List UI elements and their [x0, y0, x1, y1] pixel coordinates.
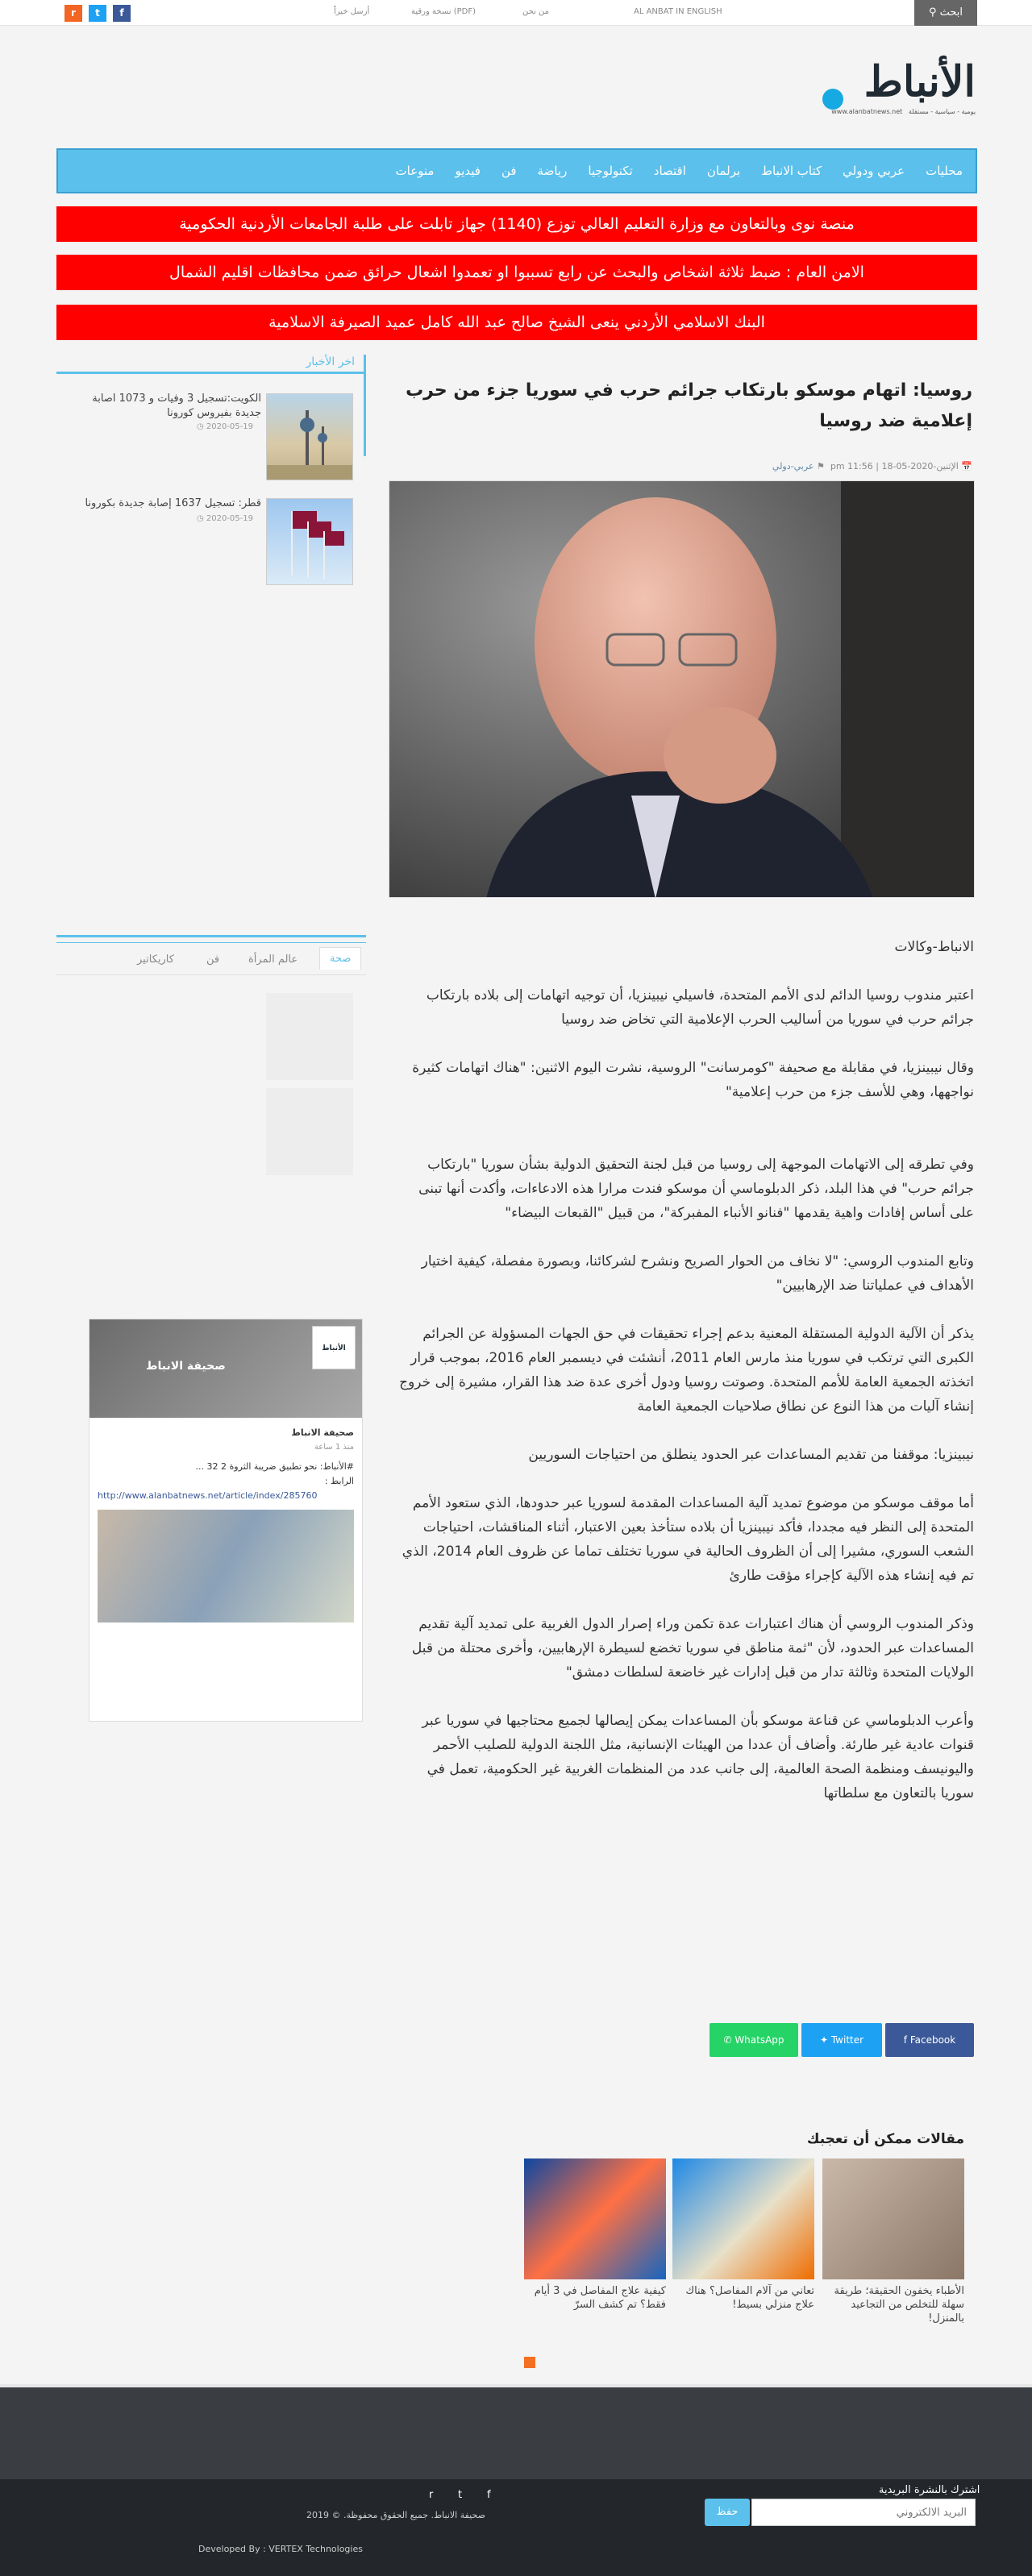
tab-women[interactable]: عالم المرأة: [248, 954, 298, 966]
latest-news-accent: [364, 355, 366, 456]
twitter-icon: ✦: [819, 2034, 831, 2046]
pdf-link[interactable]: نسخة ورقية (PDF): [411, 7, 476, 16]
whatsapp-icon: ✆: [723, 2034, 735, 2046]
share-facebook-button[interactable]: f Facebook: [885, 2023, 974, 2057]
facebook-post-text: #الأنباط: نحو تطبيق ضريبة الثروة 2 32 ...: [195, 1461, 354, 1472]
news-item-date: ◷ 2020-05-19: [196, 514, 253, 523]
top-bar: [0, 0, 1032, 26]
breaking-news-3[interactable]: البنك الاسلامي الأردني ينعى الشيخ صالح عبد الله كامل عميد الصيرفة الاسلامية: [56, 305, 977, 340]
article-paragraph: وذكر المندوب الروسي أن هناك اعتبارات عدة تكمن وراء إصرار الدول الغربية على تمديد آلية تقديم المساعدات عبر الحدود، لأن "ثمة مناطق في سوريا تخضع لسيطرة الإرهابيين، وأخرى محتلة من قبل الولايات المتحدة وثالثة تدار من قبل إدارات غير خاضعة لسلطات دمشق": [411, 1616, 974, 1681]
category-tabs: [56, 935, 366, 975]
nav-item-misc[interactable]: منوعات: [395, 164, 435, 178]
share-twitter-button[interactable]: ✦ Twitter: [801, 2023, 882, 2057]
facebook-icon: f: [903, 2034, 910, 2046]
article-paragraph: يذكر أن الآلية الدولية المستقلة المعنية بدعم إجراء تحقيقات في حق الجهات المسؤولة عن الجرائم الكبرى التي ترتكب في سوريا منذ مارس العام 2011، أنشئت في ديسمبر العام 2016، بموجب قرار اتخذته الجمعية العامة للأمم المتحدة. وصوتت روسيا ودول أخرى عدة ضد هذا القرار، مشيرة إلى خروج إنشاء آليات من هذا النوع عن نطاق صلاحيات الجمعية العامة: [399, 1326, 974, 1415]
article-body: [395, 935, 974, 1830]
article-paragraph: وفي تطرقه إلى الاتهامات الموجهة إلى روسيا من قبل لجنة التحقيق الدولية بشأن سوريا "بارتكاب جرائم حرب" في هذا البلد، ذكر الدبلوماسي أن موسكو فندت مرارا هذه الادعاءات، وأكدت أنها تبنى على أساس إفادات واهية يقدمها "فنانو الأنباء المفبركة"، من قبيل "القبعات البيضاء": [418, 1157, 974, 1221]
logo-mark: [822, 89, 843, 110]
article-paragraph: وأعرب الدبلوماسي عن قناعة موسكو بأن المساعدات يمكن إيصالها لجميع محتاجيها في سوريا عبر قنوات عادية غير طارئة. وأضاف أن عددا من الهيئات الإنسانية، مثل اللجنة الدولية للصليب الأحمر واليونيسف ومنظمة الصحة العالمية، إلى جانب عدد من المنظمات الغربية غير الحكومية، تعمل في سوريا بالتعاون مع سلطاتها: [422, 1713, 974, 1801]
facebook-page-logo[interactable]: الأنباط: [312, 1326, 356, 1369]
breaking-news-2[interactable]: الامن العام : ضبط ثلاثة اشخاص والبحث عن رابع تسببوا او تعمدوا اشعال حرائق ضمن محافظات اقليم الشمال: [56, 255, 977, 290]
nav-item-tech[interactable]: تكنولوجيا: [588, 164, 633, 178]
article-paragraph: وقال نيبينزيا، في مقابلة مع صحيفة "كومرسانت" الروسية، نشرت اليوم الاثنين: "هناك اتهامات كثيرة نواجهها، وهي للأسف جزء من حرب إعلامية": [412, 1060, 974, 1100]
about-link[interactable]: من نحن: [522, 7, 549, 16]
facebook-widget: [89, 1319, 363, 1722]
breaking-news-1[interactable]: منصة نوى وبالتعاون مع وزارة التعليم العالي توزع (1140) جهاز تابلت على طلبة الجامعات الأردنية الحكومية: [56, 206, 977, 242]
facebook-cover[interactable]: [89, 1319, 362, 1418]
news-thumbnail[interactable]: [266, 393, 353, 480]
facebook-page-name[interactable]: صحيفة الانباط: [291, 1427, 354, 1438]
rss-icon[interactable]: r: [64, 5, 82, 22]
copyright-text: صحيفة الانباط. جميع الحقوق محفوظة. © 2019: [306, 2510, 485, 2520]
logo-subtitle: www.alanbatnews.net يومية - سياسية - مستقلة: [831, 108, 976, 115]
article-category[interactable]: عربي-دولي: [772, 461, 814, 472]
tab-content-thumbnail[interactable]: [266, 1088, 353, 1175]
tab-content-thumbnail[interactable]: [266, 993, 353, 1080]
english-link[interactable]: AL ANBAT IN ENGLISH: [634, 7, 722, 16]
facebook-link-label: الرابط :: [324, 1476, 354, 1486]
article-meta: [395, 461, 972, 472]
search-icon: ⚲: [928, 6, 937, 19]
share-whatsapp-button[interactable]: ✆ WhatsApp: [710, 2023, 798, 2057]
facebook-cover-text: صحيفة الانباط: [146, 1360, 226, 1373]
newsletter-label: اشترك بالنشرة البريدية: [879, 2484, 980, 2496]
article-paragraph: اعتبر مندوب روسيا الدائم لدى الأمم المتحدة، فاسيلي نيبينزيا، أن توجيه اتهامات إلى بلاده بارتكاب جرائم حرب في سوريا من أساليب الحرب الإعلامية التي تخاض ضد روسيا: [426, 987, 974, 1028]
qatar-flags-image: [267, 499, 352, 584]
nav-item-parliament[interactable]: برلمان: [706, 164, 741, 178]
footer-top: [0, 2384, 1032, 2479]
facebook-icon[interactable]: f: [113, 5, 131, 22]
related-image-joint[interactable]: [524, 2158, 666, 2279]
article-photo: [389, 481, 975, 898]
latest-news-title: اخر الأخبار: [306, 355, 355, 368]
article-paragraph: وتابع المندوب الروسي: "لا نخاف من الحوار الصريح ونشرح لشركائنا، وبصورة مفصلة، كيفية اختيار الأهداف في عملياتنا ضد الإرهابيين": [421, 1253, 974, 1294]
facebook-icon[interactable]: f: [487, 2489, 491, 2501]
tag-icon: ⚑: [816, 461, 825, 472]
article-paragraph: أما موقف موسكو من موضوع تمديد آلية المساعدات المقدمة لسوريا عبر حدودها، الذي ستعود الأمم المتحدة إلى النظر فيه مجددا، فأكد نيبينزيا أن بلاده ستأخذ بعين الاعتبار، أثناء المناقشات، احتياجات الشعب السوري، مشيرا إلى أن الظروف الحالية في سوريا تختلف تماما عن ظروف العام 2014، الذي تم فيه إنشاء هذه الآلية كإجراء مؤقت طارئ: [402, 1495, 974, 1584]
nav-item-writers[interactable]: كتاب الانباط: [761, 164, 822, 178]
article-date: الإثنين-2020-05-18 | 11:56 pm: [830, 461, 959, 472]
article-source: الانباط-وكالات: [894, 939, 974, 955]
site-logo[interactable]: [798, 56, 976, 126]
developer-credit[interactable]: Developed By : VERTEX Technologies: [198, 2544, 363, 2554]
article-title: روسيا: اتهام موسكو بارتكاب جرائم حرب في سوريا جزء من حرب إعلامية ضد روسيا: [406, 380, 972, 431]
nav-item-world[interactable]: عربي ودولي: [843, 164, 905, 178]
article-subheading: نيبينزيا: موقفنا من تقديم المساعدات عبر الحدود ينطلق من احتياجات السوريين: [528, 1447, 974, 1463]
related-caption[interactable]: كيفية علاج المفاصل في 3 أيام فقط؟ تم كشف السرّ: [534, 2285, 666, 2311]
nav-item-sports[interactable]: رياضة: [537, 164, 568, 178]
nav-item-economy[interactable]: اقتصاد: [653, 164, 686, 178]
related-caption[interactable]: الأطباء يخفون الحقيقة؛ طريقة سهلة للتخلص من التجاعيد بالمنزل!: [834, 2285, 964, 2325]
nav-item-art[interactable]: فن: [501, 164, 517, 178]
main-nav: [56, 148, 977, 193]
newsletter-email-input[interactable]: [751, 2499, 976, 2526]
facebook-post-image[interactable]: [98, 1510, 354, 1622]
nav-item-local[interactable]: محليات: [926, 164, 963, 178]
related-image-wrinkles[interactable]: [822, 2158, 964, 2279]
related-caption[interactable]: تعاني من آلام المفاصل؟ هناك علاج منزلي بسيط!: [685, 2285, 814, 2311]
search-button[interactable]: [914, 0, 977, 26]
twitter-icon[interactable]: t: [458, 2489, 463, 2501]
facebook-post-link[interactable]: http://www.alanbatnews.net/article/index/285760: [98, 1490, 318, 1501]
facebook-post-time: منذ 1 ساعة: [314, 1443, 354, 1452]
ad-network-logo[interactable]: [524, 2357, 539, 2368]
twitter-icon[interactable]: t: [89, 5, 106, 22]
send-news-link[interactable]: أرسل خبراً: [334, 7, 370, 16]
news-item-date: ◷ 2020-05-19: [196, 422, 253, 431]
calendar-icon: 📅: [961, 461, 972, 472]
latest-news-header: [56, 353, 366, 374]
logo-title: الأنباط: [863, 57, 976, 106]
search-label: ابحث: [939, 6, 963, 19]
related-image-knee[interactable]: [672, 2158, 814, 2279]
tab-caricature[interactable]: كاريكاتير: [137, 954, 174, 966]
rss-icon[interactable]: r: [429, 2489, 434, 2501]
footer-bottom: [0, 2479, 1032, 2576]
news-item-title[interactable]: قطر: تسجيل 1637 إصابة جديدة بكورونا: [85, 497, 261, 509]
news-thumbnail[interactable]: [266, 498, 353, 585]
kuwait-towers-image: [267, 394, 352, 480]
related-title: مقالات ممكن أن تعجبك: [806, 2131, 964, 2147]
newsletter-save-button[interactable]: حفظ: [705, 2499, 750, 2526]
news-item-title[interactable]: الكويت:تسجيل 3 وفيات و 1073 اصابة جديدة بفيروس كورونا: [92, 393, 261, 419]
tab-health[interactable]: صحة: [319, 947, 361, 970]
nav-item-video[interactable]: فيديو: [455, 164, 481, 178]
article-image: [389, 480, 975, 898]
tab-art[interactable]: فن: [206, 954, 220, 966]
